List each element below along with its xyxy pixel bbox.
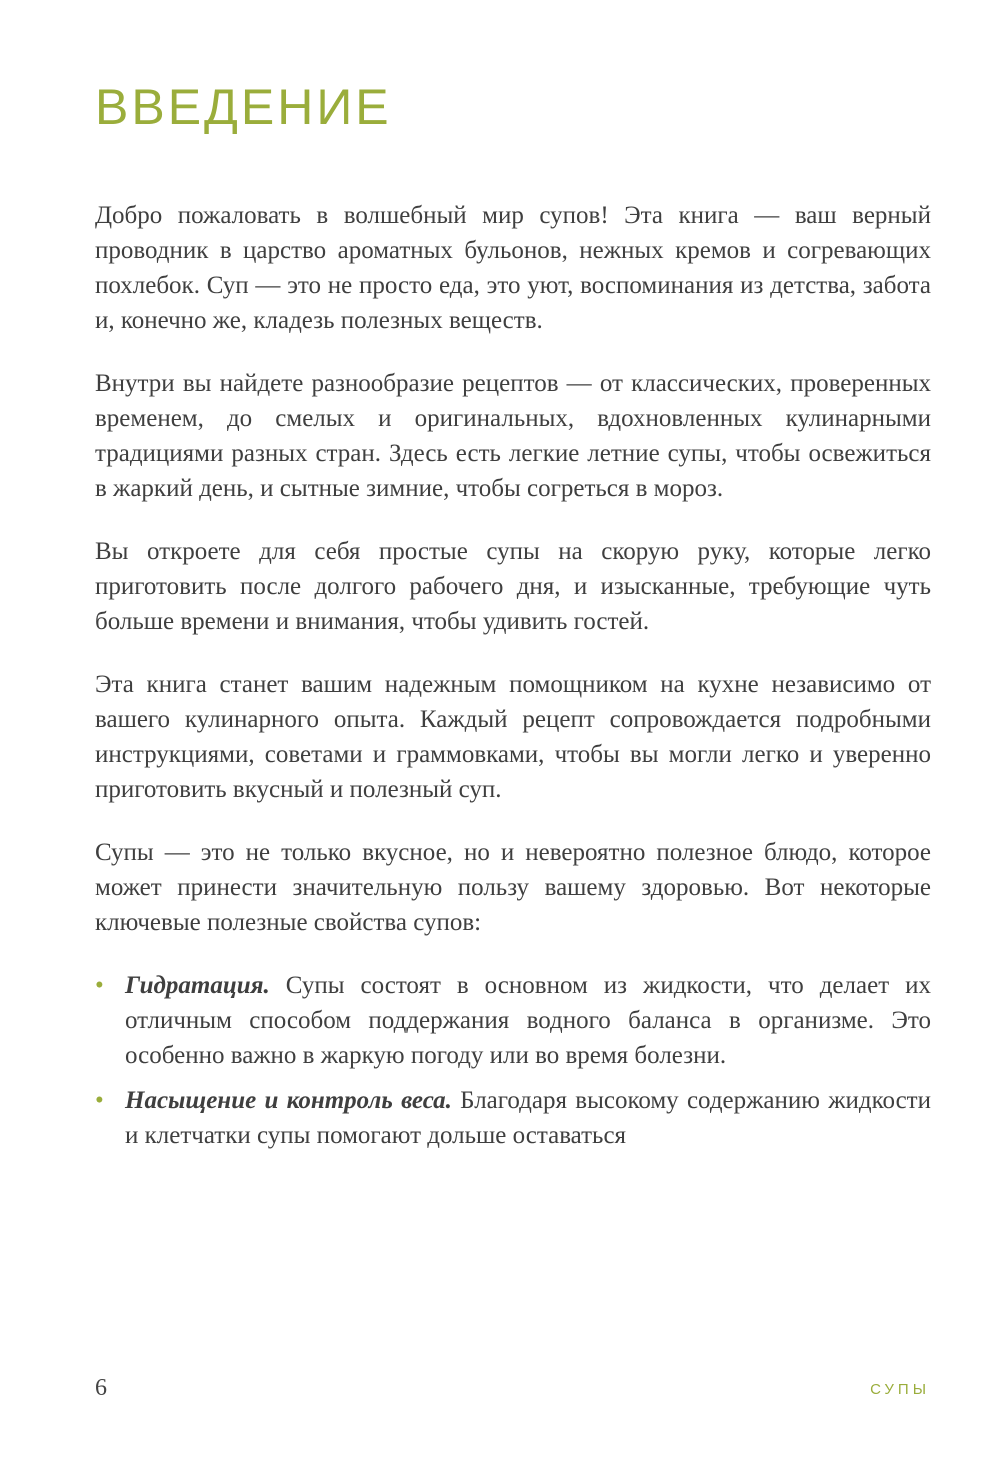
paragraph-2: Внутри вы найдете разнообразие рецептов — от классических, проверенных временем, до смелых и оригинальных, вдохновленных кулинарными традициями разных стран. Здесь есть легкие летние супы, чтобы освежиться в жаркий день, и сытные зимние, чтобы согреться в мороз.	[95, 370, 931, 502]
list-item	[95, 1083, 931, 1153]
bullet-icon: •	[95, 972, 104, 999]
paragraph-3: Вы откроете для себя простые супы на скорую руку, которые легко приготовить после долгого рабочего дня, и изысканные, требующие чуть больше времени и внимания, чтобы удивить гостей.	[95, 538, 931, 635]
list-item-term: Гидратация.	[125, 972, 270, 999]
paragraph-5: Супы — это не только вкусное, но и невероятно полезное блюдо, которое может принести значительную пользу вашему здоровью. Вот некоторые ключевые полезные свойства супов:	[95, 839, 931, 936]
paragraph-4: Эта книга станет вашим надежным помощником на кухне независимо от вашего кулинарного опыта. Каждый рецепт сопровождается подробными инструкциями, советами и граммовками, чтобы вы могли легко и уверенно приготовить вкусный и полезный суп.	[95, 671, 931, 803]
list-item-text: Благодаря высокому содержанию жидкости и клетчатки супы помогают дольше оставаться	[125, 1087, 931, 1149]
list-item-term: Насыщение и контроль веса.	[125, 1087, 452, 1114]
content	[95, 198, 931, 1153]
paragraph-1: Добро пожаловать в волшебный мир супов! Эта книга — ваш верный проводник в царство ароматных бульонов, нежных кремов и согревающих похлебок. Суп — это не просто еда, это уют, воспоминания из детства, забота и, конечно же, кладезь полезных веществ.	[95, 202, 931, 334]
benefits-list	[95, 968, 931, 1153]
page-number: 6	[95, 1375, 107, 1401]
page-body	[95, 78, 931, 1163]
list-item-text: Супы состоят в основном из жидкости, что делает их отличным способом поддержания водного баланса в организме. Это особенно важно в жаркую погоду или во время болезни.	[125, 972, 931, 1069]
page-title: ВВЕДЕНИЕ	[95, 79, 392, 135]
list-item	[95, 968, 931, 1073]
bullet-icon: •	[95, 1087, 104, 1114]
section-title: СУПЫ	[870, 1381, 930, 1398]
